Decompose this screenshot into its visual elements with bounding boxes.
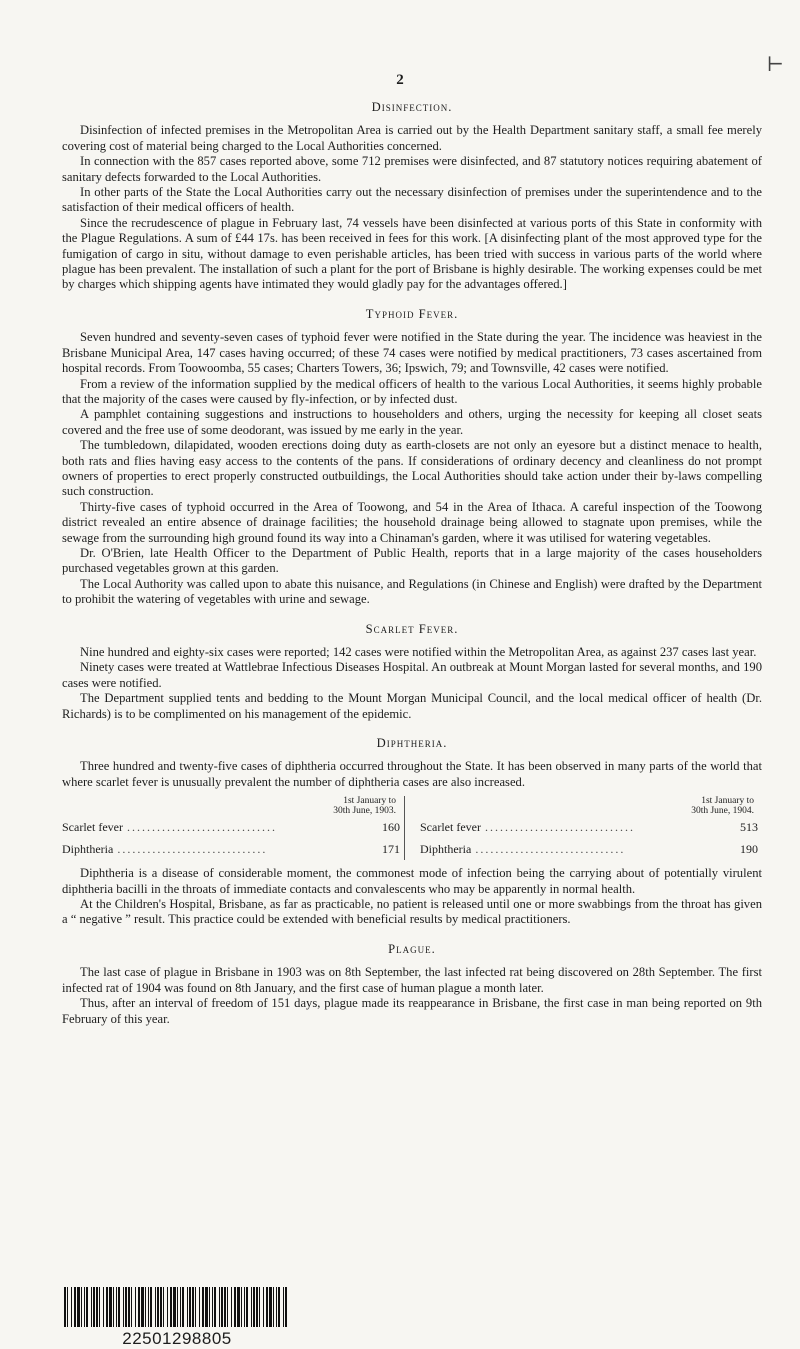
heading-disinfection: Disinfection. [371, 100, 453, 114]
paragraph: A pamphlet containing suggestions and instructions to householders and others, urging the necessity for keeping all closet seats covered and the free use of some deodorant, was issued by me early in the year. [62, 407, 762, 437]
page-body [62, 100, 762, 1027]
row-value: 513 [740, 820, 758, 835]
column-header-line: 1st January to [343, 796, 396, 807]
paragraph: At the Children's Hospital, Brisbane, as far as practicable, no patient is released until one or more swabbings from the throat has given a “ negative ” result. This practice could be extended with beneficial results by medical practitioners. [62, 897, 762, 927]
leader-dots: .............................. [475, 842, 626, 857]
comparison-column-1903 [62, 796, 405, 860]
section-scarlet-fever [62, 622, 762, 722]
paragraph: Seven hundred and seventy-seven cases of typhoid fever were notified in the State during the year. The incidence was heaviest in the Brisbane Municipal Area, 147 cases having occurred; of these 74 cases were notified by medical practitioners, 73 cases ascertained from hospital records. From Toowoomba, 55 cases; Charters Towers, 36; Ipswich, 79; and Townsville, 42 cases were notified. [62, 330, 762, 376]
section-plague [62, 942, 762, 1027]
corner-mark: ⊢ [766, 54, 784, 76]
paragraph: The last case of plague in Brisbane in 1903 was on 8th September, the last infected rat being discovered on 28th September. The first infected rat of 1904 was found on 8th January, and the first case of human plague a month later. [62, 965, 762, 995]
column-header [420, 796, 758, 816]
row-value: 171 [382, 842, 400, 857]
paragraph: Disinfection of infected premises in the Metropolitan Area is carried out by the Health Department sanitary staff, a small fee merely covering cost of material being charged to the Local Authorities concerned. [62, 123, 762, 153]
heading-plague: Plague. [388, 941, 436, 956]
heading-diphtheria: Diphtheria. [376, 736, 448, 751]
column-header [62, 796, 400, 816]
comparison-column-1904 [414, 796, 758, 860]
table-row [420, 816, 758, 838]
column-header-line: 1st January to [701, 796, 754, 807]
row-label: Diphtheria [62, 842, 114, 857]
section-typhoid [62, 307, 762, 608]
paragraph: The Department supplied tents and bedding to the Mount Morgan Municipal Council, and the local medical officer of health (Dr. Richards) is to be complimented on his management of the epidemic. [62, 691, 762, 721]
paragraph: In other parts of the State the Local Authorities carry out the necessary disinfection of premises under the superintendence and to the satisfaction of their medical officers of health. [62, 185, 762, 215]
heading-typhoid: Typhoid Fever. [365, 306, 459, 321]
paragraph: Since the recrudescence of plague in February last, 74 vessels have been disinfected at various ports of this State in conformity with the Plague Regulations. A sum of £44 17s. has been received in fees for this work. [A disinfecting plant of the most approved type for the fumigation of cargo in situ, without damage to even perishable articles, has been tried with success in various parts of the world where plague has been prevalent. The installation of such a plant for the port of Brisbane is highly desirable. The working expenses could be met by charges which shipping agents have intimated they would gladly pay for the advantages offered.] [62, 215, 762, 292]
leader-dots: .............................. [484, 820, 635, 835]
paragraph: In connection with the 857 cases reported above, some 712 premises were disinfected, and 87 statutory notices requiring abatement of sanitary defects forwarded to the Local Authorities. [62, 154, 762, 184]
barcode-block [62, 1287, 292, 1349]
table-row [62, 838, 400, 860]
row-value: 160 [382, 820, 400, 835]
column-header-line: 30th June, 1904. [691, 806, 754, 817]
barcode-icon [62, 1287, 292, 1327]
paragraph: Nine hundred and eighty-six cases were reported; 142 cases were notified within the Metropolitan Area, as against 237 cases last year. [80, 645, 757, 659]
row-label: Scarlet fever [420, 820, 481, 835]
leader-dots: .............................. [117, 842, 268, 857]
paragraph: The Local Authority was called upon to abate this nuisance, and Regulations (in Chinese and English) were drafted by the Department to prohibit the watering of vegetables with urine and sewage. [62, 576, 762, 607]
barcode-number: 22501298805 [122, 1329, 232, 1348]
paragraph: Three hundred and twenty-five cases of diphtheria occurred throughout the State. It has been observed in many parts of the world that where scarlet fever is unusually prevalent the number of diphtheria cases are also increased. [62, 759, 762, 789]
paragraph: The tumbledown, dilapidated, wooden erections doing duty as earth-closets are not only an eyesore but a distinct menace to health, both rats and flies having easy access to the contents of the pans. If considerations of ordinary decency and cleanliness do not prompt owners of properties to erect properly constructed outbuildings, the Local Authorities should take action under their by-laws compelling such construction. [62, 438, 762, 499]
leader-dots: .............................. [126, 820, 277, 835]
page-number: 2 [396, 72, 404, 88]
heading-scarlet-fever: Scarlet Fever. [365, 621, 459, 636]
paragraph: Ninety cases were treated at Wattlebrae Infectious Diseases Hospital. An outbreak at Mount Morgan lasted for several months, and 190 cases were notified. [62, 660, 762, 690]
table-row [62, 816, 400, 838]
column-header-line: 30th June, 1903. [333, 806, 396, 817]
paragraph: Thirty-five cases of typhoid occurred in the Area of Toowong, and 54 in the Area of Ithaca. A careful inspection of the Toowong district revealed an entire absence of drainage facilities; the household drainage being allowed to stagnate upon premises, while the sewage from the surrounding high ground found its way into a Chinaman's garden, where it was utilised for watering vegetables. [62, 499, 762, 545]
row-label: Diphtheria [420, 842, 472, 857]
paragraph: Dr. O'Brien, late Health Officer to the Department of Public Health, reports that in a large majority of the cases householders purchased vegetables grown at this garden. [62, 545, 762, 576]
table-row [420, 838, 758, 860]
comparison-table [62, 796, 758, 860]
section-disinfection [62, 100, 762, 293]
section-diphtheria [62, 736, 762, 928]
paragraph: Diphtheria is a disease of considerable moment, the commonest mode of infection being the carrying about of potentially virulent diphtheria bacilli in the throats of immediate contacts and convalescents who may be apparently in normal health. [62, 866, 762, 896]
paragraph: Thus, after an interval of freedom of 151 days, plague made its reappearance in Brisbane, the first case in man being reported on 9th February of this year. [62, 996, 762, 1026]
row-value: 190 [740, 842, 758, 857]
paragraph: From a review of the information supplied by the medical officers of health to the various Local Authorities, it seems highly probable that the majority of the cases were caused by fly-infection, or by infected dust. [62, 376, 762, 406]
row-label: Scarlet fever [62, 820, 123, 835]
